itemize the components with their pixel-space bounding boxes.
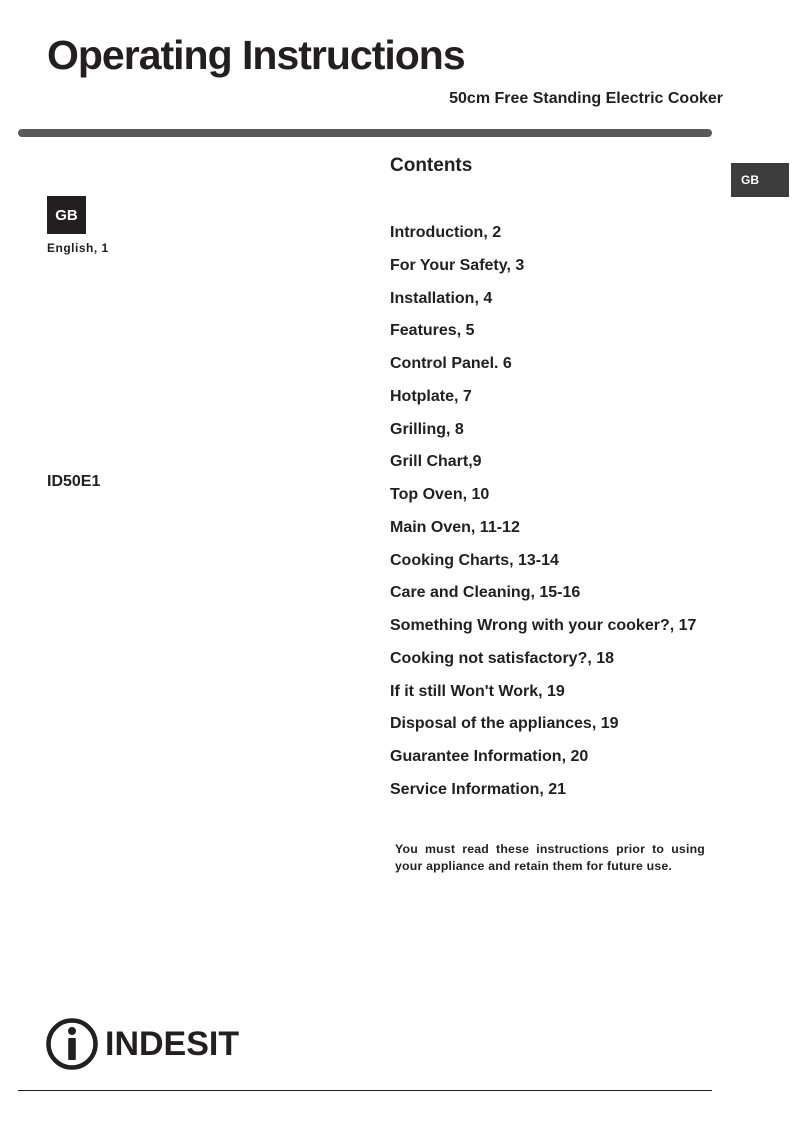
instructions-notice: You must read these instructions prior to using your appliance and retain them for future use.	[395, 842, 705, 873]
toc-item: Cooking Charts, 13-14	[390, 551, 559, 569]
toc-item: Service Information, 21	[390, 780, 567, 798]
toc-item: Grilling, 8	[390, 420, 464, 438]
language-entry: English, 1	[47, 241, 109, 255]
brand-name: INDESIT	[105, 1025, 240, 1063]
language-badge: GB	[47, 196, 86, 234]
bottom-divider	[18, 1090, 712, 1091]
toc-item: For Your Safety, 3	[390, 256, 525, 274]
toc-item: Disposal of the appliances, 19	[390, 715, 619, 733]
toc-item: Main Oven, 11-12	[390, 518, 520, 536]
toc-item: Introduction, 2	[390, 224, 502, 241]
toc-item: Top Oven, 10	[390, 486, 490, 503]
toc-item: Installation, 4	[390, 289, 493, 307]
toc-item: Cooking not satisfactory?, 18	[390, 649, 615, 667]
model-number: ID50E1	[47, 473, 101, 490]
table-of-contents	[390, 222, 696, 812]
toc-item: Care and Cleaning, 15-16	[390, 584, 581, 602]
product-subtitle: 50cm Free Standing Electric Cooker	[449, 90, 723, 107]
toc-item: Guarantee Information, 20	[390, 748, 589, 765]
contents-heading: Contents	[390, 155, 473, 176]
indesit-logo-icon	[45, 1017, 99, 1071]
top-divider	[18, 129, 712, 137]
toc-item: If it still Won't Work, 19	[390, 682, 565, 700]
toc-item: Control Panel. 6	[390, 355, 512, 372]
toc-item: Hotplate, 7	[390, 387, 472, 405]
toc-item: Grill Chart,9	[390, 453, 482, 471]
toc-item: Something Wrong with your cooker?, 17	[390, 617, 697, 634]
page-title: Operating Instructions	[47, 32, 465, 78]
toc-item: Features, 5	[390, 322, 475, 340]
brand-logo	[45, 1017, 239, 1071]
side-language-tab: GB	[731, 163, 789, 197]
